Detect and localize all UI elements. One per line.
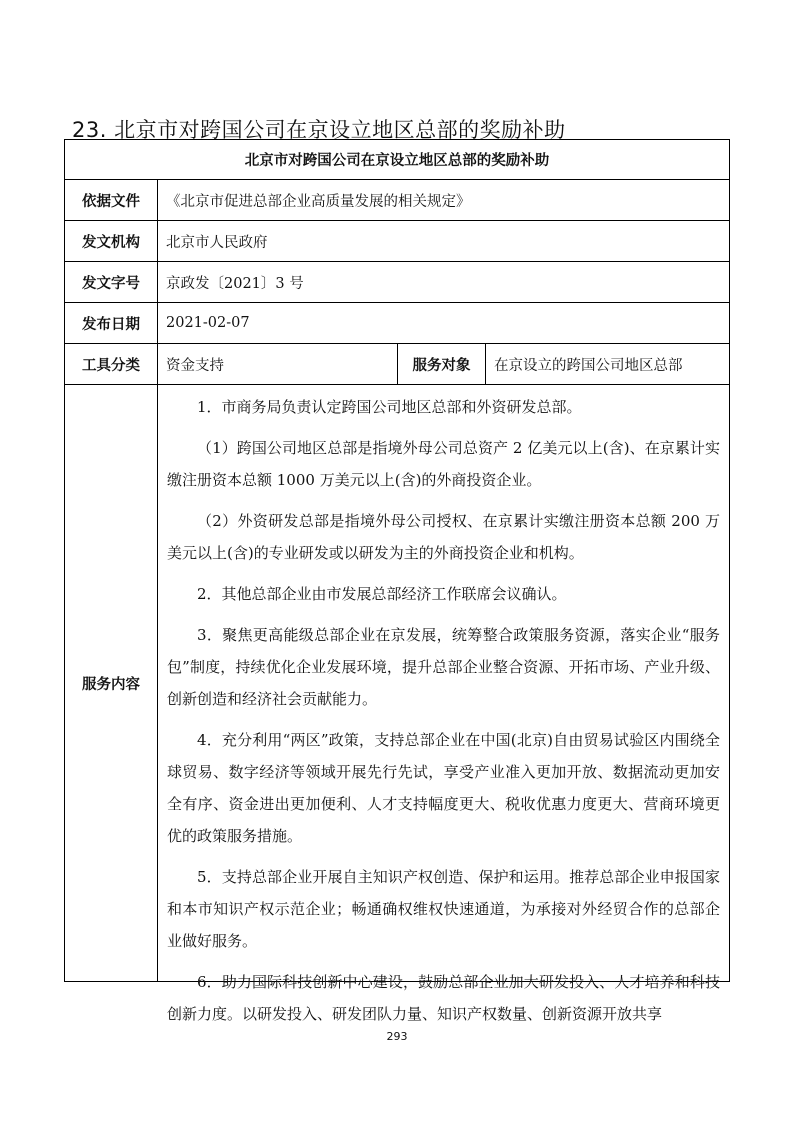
service-target-label: 服务对象 (398, 344, 486, 385)
page-number: 293 (386, 1030, 408, 1043)
basis-value: 《北京市促进总部企业高质量发展的相关规定》 (158, 180, 730, 221)
table-title: 北京市对跨国公司在京设立地区总部的奖励补助 (65, 140, 730, 180)
content-paragraph: 3．聚焦更高能级总部企业在京发展，统筹整合政策服务资源，落实企业“服务包”制度，持续优化企业发展环境，提升总部企业整合资源、开拓市场、产业升级、创新创造和经济社会贡献能力。 (167, 626, 720, 708)
service-content-cell (158, 385, 730, 1023)
policy-table (64, 139, 730, 1023)
basis-label: 依据文件 (65, 180, 158, 221)
content-paragraph: 2．其他总部企业由市发展总部经济工作联席会议确认。 (197, 585, 567, 603)
issuer-value: 北京市人民政府 (158, 221, 730, 262)
content-paragraph: （1）跨国公司地区总部是指境外母公司总资产 2 亿美元以上(含)、在京累计实缴注册资本总额 1000 万美元以上(含)的外商投资企业。 (167, 439, 720, 489)
tool-category-label: 工具分类 (65, 344, 158, 385)
publish-date-label: 发布日期 (65, 303, 158, 344)
tool-category-value: 资金支持 (158, 344, 398, 385)
content-paragraph: （2）外资研发总部是指境外母公司授权、在京累计实缴注册资本总额 200 万美元以上(含)的专业研发或以研发为主的外商投资企业和机构。 (167, 512, 720, 562)
service-content-label: 服务内容 (65, 385, 158, 982)
content-paragraph: 6．助力国际科技创新中心建设，鼓励总部企业加大研发投入、人才培养和科技创新力度。以研发投入、研发团队力量、知识产权数量、创新资源开放共享 (167, 973, 720, 1023)
content-paragraph: 5．支持总部企业开展自主知识产权创造、保护和运用。推荐总部企业申报国家和本市知识产权示范企业；畅通确权维权快速通道，为承接对外经贸合作的总部企业做好服务。 (167, 868, 720, 950)
section-heading: 23. 北京市对跨国公司在京设立地区总部的奖励补助 (72, 118, 566, 142)
content-paragraph: 4．充分利用“两区”政策，支持总部企业在中国(北京)自由贸易试验区内围绕全球贸易、数字经济等领域开展先行先试，享受产业准入更加开放、数据流动更加安全有序、资金进出更加便利、人才支持幅度更大、税收优惠力度更大、营商环境更优的政策服务措施。 (167, 731, 720, 845)
service-target-value: 在京设立的跨国公司地区总部 (486, 344, 730, 385)
issuer-label: 发文机构 (65, 221, 158, 262)
content-paragraph: 1．市商务局负责认定跨国公司地区总部和外资研发总部。 (197, 398, 582, 416)
document-number-label: 发文字号 (65, 262, 158, 303)
document-number-value: 京政发〔2021〕3 号 (158, 262, 730, 303)
publish-date-value: 2021-02-07 (158, 303, 730, 344)
